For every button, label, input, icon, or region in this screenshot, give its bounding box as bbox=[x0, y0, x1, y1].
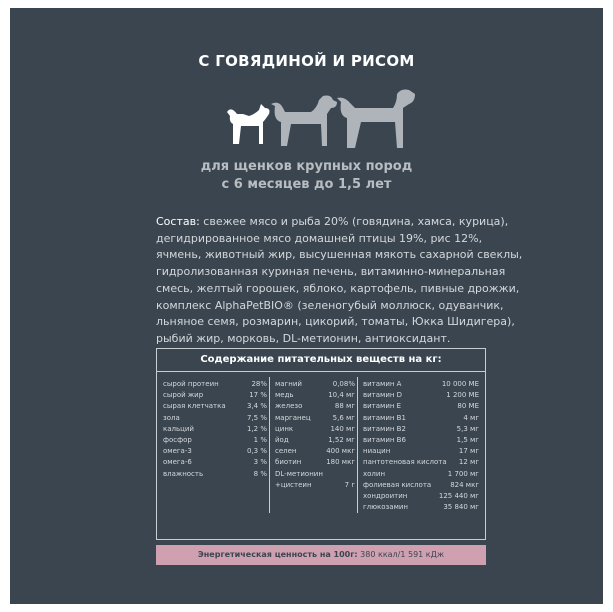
nutrient-row: витамин D 1 200 МЕ bbox=[363, 391, 479, 400]
nutrient-row: железо 88 мг bbox=[275, 402, 355, 411]
composition-line: гидролизованная куриная печень, витаминно-минеральная bbox=[156, 265, 506, 279]
nutrient-row: цинк 140 мг bbox=[275, 424, 355, 433]
subtitle-line: для щенков крупных пород bbox=[200, 159, 413, 174]
energy-value-bar bbox=[156, 545, 486, 565]
nutrient-row: сырой протеин 28% bbox=[163, 380, 267, 388]
large-dog-icon bbox=[337, 90, 415, 149]
nutrient-row: кальций 1,2 % bbox=[163, 424, 267, 433]
small-dog-icon bbox=[227, 104, 270, 144]
nutrient-row: глюкозамин 35 840 мг bbox=[363, 503, 479, 512]
nutrient-row: омега-3 0,3 % bbox=[163, 447, 267, 456]
column-divider bbox=[357, 377, 358, 513]
nutrients-header: Содержание питательных веществ на кг: bbox=[157, 349, 485, 372]
nutrients-column-minerals bbox=[275, 379, 355, 491]
nutrients-column-basic bbox=[163, 379, 267, 480]
medium-dog-icon bbox=[271, 96, 337, 147]
nutrient-row: сырой жир 17 % bbox=[163, 391, 267, 400]
nutrient-row: +цистеин 7 г bbox=[275, 480, 355, 489]
energy-value: 380 ккал/1 591 кДж bbox=[357, 550, 445, 559]
nutrient-row: витамин E 80 МЕ bbox=[363, 402, 479, 411]
product-title: С ГОВЯДИНОЙ И РИСОМ bbox=[198, 52, 415, 70]
composition-line: рыбий жир, морковь, DL-метионин, антиоксидант. bbox=[156, 331, 451, 345]
composition-line: ячмень, животный жир, высушенная мякоть сахарной свеклы, bbox=[156, 248, 523, 262]
nutrient-row: медь 10,4 мг bbox=[275, 391, 355, 400]
age-description bbox=[10, 158, 603, 194]
nutrient-row: витамин В6 1,5 мг bbox=[363, 435, 479, 444]
subtitle-line: с 6 месяцев до 1,5 лет bbox=[221, 177, 392, 192]
composition-line: дегидрированное мясо домашней птицы 19%, рис 12%, bbox=[156, 231, 483, 245]
nutrient-row: зола 7,5 % bbox=[163, 413, 267, 422]
nutrients-column-vitamins bbox=[363, 379, 479, 513]
nutrient-row: хондроитин 125 440 мг bbox=[363, 491, 479, 500]
composition-label: Состав: bbox=[156, 215, 200, 228]
product-panel bbox=[10, 8, 603, 604]
nutrient-row: омега-6 3 % bbox=[163, 458, 267, 467]
nutrient-row: фолиевая кислота 824 мкг bbox=[363, 480, 479, 489]
nutrients-table bbox=[156, 348, 486, 540]
composition bbox=[156, 214, 523, 348]
composition-line: комплекс AlphaPetBIO® (зеленогубый моллюск, одуванчик, bbox=[156, 298, 504, 312]
nutrient-row: йод 1,52 мг bbox=[275, 435, 355, 444]
nutrient-row: марганец 5,6 мг bbox=[275, 413, 355, 422]
nutrient-row: сырая клетчатка 3,4 % bbox=[163, 402, 267, 411]
nutrient-row: холин 1 700 мг bbox=[363, 469, 479, 478]
column-divider bbox=[269, 377, 270, 513]
dog-size-icons bbox=[215, 86, 415, 148]
nutrient-row: биотин 180 мкг bbox=[275, 458, 355, 467]
nutrient-row: пантотеновая кислота 12 мг bbox=[363, 458, 479, 467]
nutrient-row: DL-метионин bbox=[275, 469, 323, 478]
nutrient-row: витамин В2 5,3 мг bbox=[363, 424, 479, 433]
nutrient-row: витамин В1 4 мг bbox=[363, 413, 479, 422]
energy-label: Энергетическая ценность на 100г: bbox=[197, 550, 358, 559]
composition-line: Состав: свежее мясо и рыба 20% (говядина, хамса, курица), bbox=[156, 215, 509, 228]
nutrient-row: витамин А 10 000 МЕ bbox=[363, 380, 479, 388]
nutrient-row: фосфор 1 % bbox=[163, 435, 267, 444]
nutrient-row: влажность 8 % bbox=[163, 469, 267, 478]
nutrient-row: селен 400 мкг bbox=[275, 447, 355, 456]
composition-line: льняное семя, розмарин, цикорий, томаты, Юкка Шидигера), bbox=[156, 315, 515, 329]
nutrient-row: магний 0,08% bbox=[275, 380, 355, 388]
composition-line: смесь, желтый горошек, яблоко, картофель, пивные дрожжи, bbox=[156, 281, 520, 295]
nutrient-row: ниацин 17 мг bbox=[363, 447, 479, 456]
